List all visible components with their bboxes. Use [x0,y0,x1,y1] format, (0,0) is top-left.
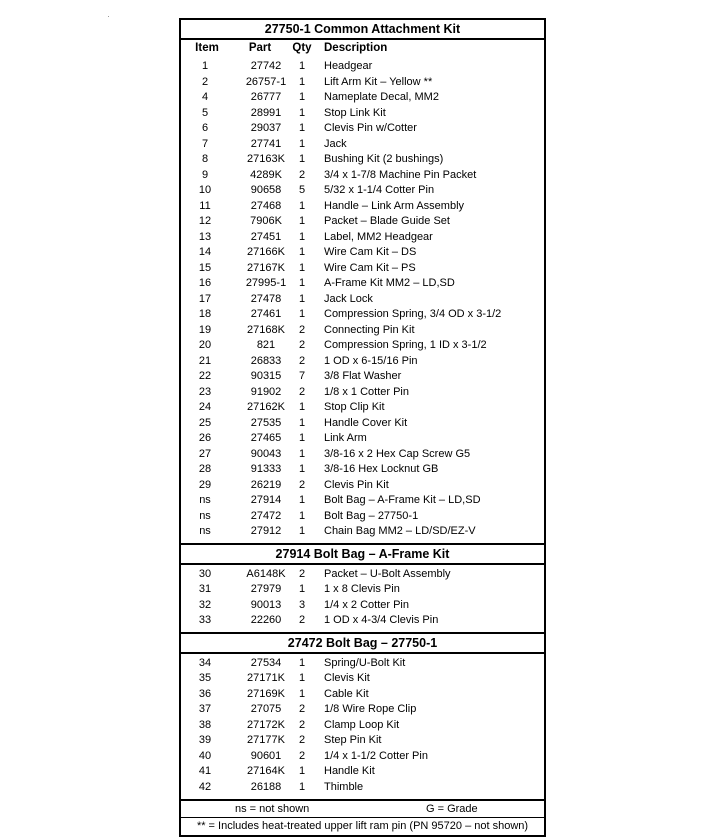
part-cell: 27168K [247,323,285,336]
description-cell: Wire Cam Kit – DS [324,246,417,258]
part-cell: 22260 [250,614,282,626]
item-cell: 15 [198,261,212,274]
qty-cell: 2 [298,339,306,351]
description-cell: A-Frame Kit MM2 – LD,SD [324,277,455,289]
item-cell: 9 [201,168,209,181]
qty-cell: 1 [298,447,306,460]
item-cell: 27 [198,447,212,460]
item-cell: 41 [198,765,212,777]
stray-mark [108,16,109,17]
item-cell: 19 [198,323,212,336]
description-cell: Cable Kit [324,687,369,700]
part-cell: 26188 [250,780,282,793]
item-cell: 16 [198,277,212,289]
qty-cell: 1 [298,494,306,506]
table-row [181,598,544,614]
item-cell: 13 [198,230,212,243]
table-row [181,90,544,106]
qty-cell: 1 [298,261,306,274]
qty-cell: 1 [298,656,306,669]
qty-cell: 1 [298,246,306,258]
table-row [181,462,544,478]
table-row [181,478,544,494]
item-cell: 20 [198,339,212,351]
part-cell: 29037 [250,122,282,134]
table-row [181,230,544,246]
table-row [181,749,544,765]
part-cell: 821 [256,339,276,351]
qty-cell: 1 [298,91,306,103]
qty-cell: 2 [298,385,306,398]
description-cell: Handle Kit [324,765,375,777]
qty-cell: 1 [298,780,306,793]
part-cell: 27177K [247,734,285,746]
item-cell: 24 [198,401,212,413]
qty-cell: 2 [298,478,306,491]
part-cell: 27534 [250,656,282,669]
description-cell: Jack [324,137,347,150]
col-qty: Qty [292,42,312,54]
item-cell: 40 [198,749,212,762]
description-cell: Clevis Pin w/Cotter [324,122,417,134]
table-row [181,780,544,796]
qty-cell: 2 [298,323,306,336]
table-row [181,509,544,525]
table-row [181,493,544,509]
description-cell: Clevis Pin Kit [324,478,389,491]
description-cell: Bolt Bag – 27750-1 [324,509,419,522]
qty-cell: 1 [298,583,306,595]
part-cell: 91902 [250,385,282,398]
item-cell: ns [199,494,211,506]
qty-cell: 1 [298,525,306,537]
description-cell: Clamp Loop Kit [324,718,400,731]
qty-cell: 1 [298,401,306,413]
qty-cell: 2 [298,703,306,715]
column-headers [181,40,544,57]
item-cell: 39 [198,734,212,746]
description-cell: Stop Link Kit [324,106,386,119]
item-cell: 11 [199,199,211,212]
table-row [181,245,544,261]
description-cell: Compression Spring, 1 ID x 3-1/2 [324,339,487,351]
qty-cell: 1 [298,215,306,227]
qty-cell: 1 [298,463,306,475]
description-cell: 3/8-16 Hex Locknut GB [324,463,439,475]
col-part: Part [248,42,272,54]
description-cell: Bushing Kit (2 bushings) [324,153,444,165]
part-cell: 27163K [247,153,285,165]
item-cell: 37 [198,703,212,715]
part-cell: 27912 [250,525,282,537]
qty-cell: 1 [298,416,306,429]
table-row [181,656,544,672]
item-cell: 18 [198,308,212,320]
part-cell: 27979 [250,583,282,595]
description-cell: Link Arm [324,432,367,444]
part-cell: 27465 [250,432,282,444]
part-cell: 90013 [250,598,282,611]
description-cell: 1 OD x 6-15/16 Pin [324,354,418,367]
item-cell: ns [199,509,211,522]
item-cell: 22 [198,370,212,382]
part-cell: 27164K [247,765,285,777]
part-cell: 27742 [250,60,282,72]
ns-note: ns = not shown [235,803,310,815]
description-cell: Headgear [324,60,373,72]
part-cell: 27995-1 [245,277,287,289]
table-row [181,671,544,687]
table-row [181,733,544,749]
part-cell: 27169K [247,687,285,700]
table-row [181,214,544,230]
part-cell: 4289K [250,168,282,181]
table-row [181,59,544,75]
part-cell: 26757-1 [245,75,287,88]
part-cell: 27461 [250,308,282,320]
part-cell: 27166K [247,246,285,258]
qty-cell: 2 [298,614,306,626]
item-cell: 12 [198,215,212,227]
bag2-rows [181,654,544,800]
item-cell: 10 [198,184,212,196]
part-cell: 26777 [250,91,282,103]
part-cell: 90658 [250,184,282,196]
part-cell: 27172K [247,718,285,731]
item-cell: 33 [198,614,212,626]
description-cell: Handle Cover Kit [324,416,408,429]
description-cell: 3/4 x 1-7/8 Machine Pin Packet [324,168,477,181]
item-cell: ns [199,525,211,537]
part-cell: 27167K [247,261,285,274]
bag1-title: 27914 Bolt Bag – A-Frame Kit [181,543,544,565]
part-cell: 91333 [250,463,282,475]
table-row [181,276,544,292]
item-cell: 14 [198,246,212,258]
item-cell: 32 [198,598,212,611]
part-cell: 90043 [250,447,282,460]
table-row [181,567,544,583]
grade-note: G = Grade [426,803,478,815]
description-cell: Compression Spring, 3/4 OD x 3-1/2 [324,308,502,320]
description-cell: Nameplate Decal, MM2 [324,91,439,103]
description-cell: Label, MM2 Headgear [324,230,433,243]
table-row [181,121,544,137]
qty-cell: 1 [298,672,306,684]
table-row [181,718,544,734]
table-row [181,447,544,463]
description-cell: 1/8 Wire Rope Clip [324,703,417,715]
item-cell: 23 [198,385,212,398]
part-cell: 90601 [250,749,282,762]
bag2-title: 27472 Bolt Bag – 27750-1 [181,632,544,654]
part-cell: 27535 [250,416,282,429]
table-row [181,199,544,215]
qty-cell: 2 [298,749,306,762]
table-row [181,416,544,432]
description-cell: 3/8 Flat Washer [324,370,402,382]
item-cell: 30 [198,567,212,580]
table-row [181,183,544,199]
item-cell: 5 [201,106,209,119]
table-row [181,168,544,184]
qty-cell: 1 [298,765,306,777]
item-cell: 28 [198,463,212,475]
description-cell: 1/4 x 2 Cotter Pin [324,598,409,611]
item-cell: 4 [201,91,209,103]
description-cell: Packet – U-Bolt Assembly [324,567,451,580]
item-cell: 35 [198,672,212,684]
table-row [181,613,544,629]
qty-cell: 1 [298,106,306,119]
table-row [181,261,544,277]
description-cell: Chain Bag MM2 – LD/SD/EZ-V [324,525,476,537]
item-cell: 34 [198,656,212,669]
qty-cell: 2 [298,354,306,367]
qty-cell: 1 [298,122,306,134]
col-item: Item [195,42,219,54]
item-cell: 25 [198,416,212,429]
qty-cell: 2 [298,567,306,580]
part-cell: 27451 [250,230,282,243]
description-cell: Step Pin Kit [324,734,382,746]
table-row [181,137,544,153]
part-cell: 27914 [250,494,282,506]
qty-cell: 2 [298,734,306,746]
kit-title: 27750-1 Common Attachment Kit [181,20,544,40]
item-cell: 36 [198,687,212,700]
description-cell: 3/8-16 x 2 Hex Cap Screw G5 [324,447,471,460]
part-cell: 27468 [250,199,282,212]
item-cell: 7 [201,137,209,150]
item-cell: 6 [201,122,209,134]
qty-cell: 7 [298,370,306,382]
part-cell: 27171K [247,672,285,684]
description-cell: Lift Arm Kit – Yellow ** [324,75,433,88]
part-cell: 28991 [250,106,282,119]
table-row [181,152,544,168]
description-cell: Bolt Bag – A-Frame Kit – LD,SD [324,494,481,506]
description-cell: 1/4 x 1-1/2 Cotter Pin [324,749,428,762]
qty-cell: 5 [298,184,306,196]
table-row [181,75,544,91]
description-cell: 1 x 8 Clevis Pin [324,583,400,595]
qty-cell: 1 [298,277,306,289]
item-cell: 21 [198,354,212,367]
footnote: ** = Includes heat-treated upper lift ram pin (PN 95720 – not shown) [196,820,529,832]
table-row [181,292,544,308]
description-cell: Wire Cam Kit – PS [324,261,416,274]
qty-cell: 1 [298,308,306,320]
part-cell: 90315 [250,370,282,382]
description-cell: 1/8 x 1 Cotter Pin [324,385,409,398]
item-cell: 8 [201,153,209,165]
qty-cell: 1 [298,153,306,165]
table-row [181,702,544,718]
kit-rows [181,57,544,543]
table-row [181,323,544,339]
qty-cell: 1 [298,292,306,305]
qty-cell: 1 [298,137,306,150]
description-cell: Thimble [324,780,364,793]
qty-cell: 1 [298,75,306,88]
description-cell: Connecting Pin Kit [324,323,415,336]
qty-cell: 1 [298,199,306,212]
item-cell: 2 [201,75,209,88]
part-cell: 27472 [250,509,282,522]
description-cell: Stop Clip Kit [324,401,385,413]
table-row [181,524,544,540]
part-cell: 27162K [247,401,285,413]
part-cell: A6148K [246,567,286,580]
description-cell: Handle – Link Arm Assembly [324,199,465,212]
qty-cell: 1 [298,687,306,700]
parts-table [179,18,546,837]
part-cell: 7906K [250,215,282,227]
table-row [181,369,544,385]
table-row [181,307,544,323]
description-cell: Clevis Kit [324,672,370,684]
table-row [181,106,544,122]
legend [181,801,544,818]
qty-cell: 3 [298,598,306,611]
item-cell: 1 [201,60,209,72]
description-cell: Spring/U-Bolt Kit [324,656,406,669]
table-row [181,582,544,598]
description-cell: Jack Lock [324,292,373,305]
qty-cell: 2 [298,718,306,731]
col-description: Description [324,42,388,54]
table-row [181,687,544,703]
description-cell: Packet – Blade Guide Set [324,215,450,227]
part-cell: 27075 [250,703,282,715]
item-cell: 31 [198,583,212,595]
qty-cell: 1 [298,60,306,72]
description-cell: 5/32 x 1-1/4 Cotter Pin [324,184,435,196]
table-row [181,764,544,780]
qty-cell: 2 [298,168,306,181]
part-cell: 27741 [250,137,282,150]
part-cell: 26219 [250,478,282,491]
table-row [181,400,544,416]
item-cell: 29 [198,478,212,491]
item-cell: 17 [198,292,212,305]
footer [181,799,544,835]
bag1-rows [181,565,544,632]
item-cell: 42 [198,780,212,793]
qty-cell: 1 [298,509,306,522]
part-cell: 27478 [250,292,282,305]
item-cell: 38 [198,718,212,731]
item-cell: 26 [198,432,212,444]
qty-cell: 1 [298,230,306,243]
table-row [181,431,544,447]
description-cell: 1 OD x 4-3/4 Clevis Pin [324,614,439,626]
table-row [181,354,544,370]
table-row [181,385,544,401]
table-row [181,338,544,354]
qty-cell: 1 [298,432,306,444]
part-cell: 26833 [250,354,282,367]
